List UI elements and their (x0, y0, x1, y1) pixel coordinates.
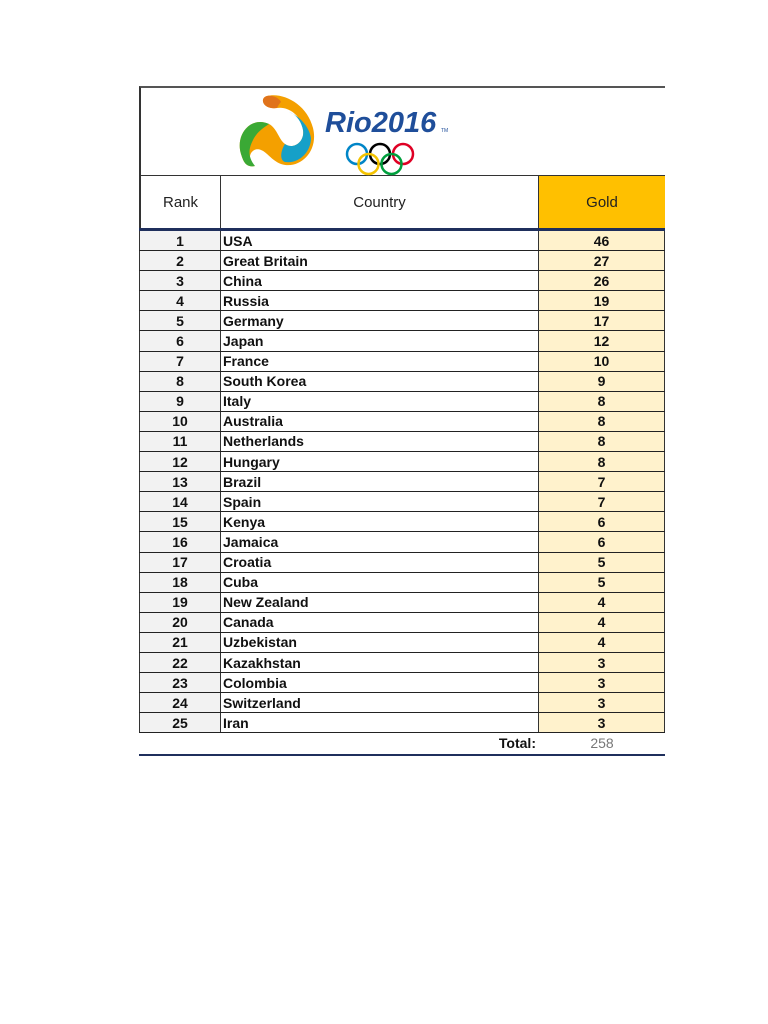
country-cell[interactable]: Cuba (221, 573, 539, 592)
gold-cell[interactable]: 7 (539, 492, 665, 511)
country-cell[interactable]: Great Britain (221, 251, 539, 270)
country-cell[interactable]: Kenya (221, 512, 539, 531)
table-row (139, 553, 665, 573)
table-row (139, 573, 665, 593)
gold-cell[interactable]: 27 (539, 251, 665, 270)
rank-cell[interactable]: 13 (139, 472, 221, 491)
gold-cell[interactable]: 46 (539, 231, 665, 250)
table-row (139, 251, 665, 271)
rank-cell[interactable]: 5 (139, 311, 221, 330)
table-row (139, 613, 665, 633)
gold-cell[interactable]: 8 (539, 412, 665, 431)
rank-cell[interactable]: 6 (139, 331, 221, 350)
table-row (139, 713, 665, 733)
gold-cell[interactable]: 6 (539, 532, 665, 551)
country-cell[interactable]: Japan (221, 331, 539, 350)
rank-cell[interactable]: 16 (139, 532, 221, 551)
gold-cell[interactable]: 19 (539, 291, 665, 310)
country-cell[interactable]: Spain (221, 492, 539, 511)
country-cell[interactable]: Kazakhstan (221, 653, 539, 672)
country-cell[interactable]: Brazil (221, 472, 539, 491)
country-cell[interactable]: Russia (221, 291, 539, 310)
rank-cell[interactable]: 21 (139, 633, 221, 652)
rank-cell[interactable]: 19 (139, 593, 221, 612)
trademark-label: TM (441, 128, 449, 134)
country-cell[interactable]: Switzerland (221, 693, 539, 712)
gold-cell[interactable]: 5 (539, 553, 665, 572)
gold-cell[interactable]: 12 (539, 331, 665, 350)
rank-cell[interactable]: 20 (139, 613, 221, 632)
gold-cell[interactable]: 7 (539, 472, 665, 491)
table-row (139, 392, 665, 412)
table-row (139, 532, 665, 552)
table-header (139, 175, 665, 231)
table-row (139, 693, 665, 713)
table-row (139, 472, 665, 492)
country-cell[interactable]: New Zealand (221, 593, 539, 612)
table-row (139, 271, 665, 291)
table-row (139, 653, 665, 673)
gold-cell[interactable]: 6 (539, 512, 665, 531)
rank-cell[interactable]: 2 (139, 251, 221, 270)
country-cell[interactable]: China (221, 271, 539, 290)
gold-cell[interactable]: 4 (539, 593, 665, 612)
table-body (139, 231, 665, 733)
olympic-rings-icon (347, 144, 413, 174)
country-cell[interactable]: Australia (221, 412, 539, 431)
country-cell[interactable]: Colombia (221, 673, 539, 692)
total-row (139, 733, 665, 756)
rank-cell[interactable]: 7 (139, 352, 221, 371)
rank-cell[interactable]: 3 (139, 271, 221, 290)
country-cell[interactable]: USA (221, 231, 539, 250)
gold-cell[interactable]: 26 (539, 271, 665, 290)
gold-cell[interactable]: 4 (539, 613, 665, 632)
rio2016-logo (233, 94, 453, 176)
country-cell[interactable]: Iran (221, 713, 539, 732)
table-row (139, 231, 665, 251)
rank-cell[interactable]: 4 (139, 291, 221, 310)
rio-emblem-icon (240, 95, 314, 166)
table-row (139, 492, 665, 512)
total-value[interactable]: 258 (590, 735, 614, 752)
table-row (139, 412, 665, 432)
gold-cell[interactable]: 3 (539, 713, 665, 732)
rank-cell[interactable]: 8 (139, 372, 221, 391)
table-row (139, 311, 665, 331)
rank-cell[interactable]: 18 (139, 573, 221, 592)
table-row (139, 593, 665, 613)
table-row (139, 633, 665, 653)
rio2016-wordmark: Rio2016 (325, 107, 437, 139)
country-cell[interactable]: South Korea (221, 372, 539, 391)
gold-cell[interactable]: 8 (539, 452, 665, 471)
table-row (139, 352, 665, 372)
table-row (139, 432, 665, 452)
header-gold[interactable]: Gold (539, 176, 665, 228)
rank-cell[interactable]: 22 (139, 653, 221, 672)
country-cell[interactable]: Uzbekistan (221, 633, 539, 652)
gold-cell[interactable]: 3 (539, 653, 665, 672)
rank-cell[interactable]: 15 (139, 512, 221, 531)
medal-table-sheet (139, 86, 665, 756)
header-country[interactable]: Country (221, 176, 539, 228)
gold-cell[interactable]: 5 (539, 573, 665, 592)
gold-cell[interactable]: 8 (539, 432, 665, 451)
country-cell[interactable]: Canada (221, 613, 539, 632)
gold-cell[interactable]: 10 (539, 352, 665, 371)
gold-cell[interactable]: 3 (539, 673, 665, 692)
table-row (139, 331, 665, 351)
gold-cell[interactable]: 4 (539, 633, 665, 652)
country-cell[interactable]: Croatia (221, 553, 539, 572)
rank-cell[interactable]: 10 (139, 412, 221, 431)
gold-cell[interactable]: 17 (539, 311, 665, 330)
country-cell[interactable]: Hungary (221, 452, 539, 471)
logo-cell (139, 86, 665, 175)
gold-cell[interactable]: 9 (539, 372, 665, 391)
table-row (139, 372, 665, 392)
country-cell[interactable]: Germany (221, 311, 539, 330)
rank-cell[interactable]: 25 (139, 713, 221, 732)
table-row (139, 452, 665, 472)
rank-cell[interactable]: 23 (139, 673, 221, 692)
country-cell[interactable]: Italy (221, 392, 539, 411)
gold-cell[interactable]: 8 (539, 392, 665, 411)
country-cell[interactable]: Jamaica (221, 532, 539, 551)
rank-cell[interactable]: 12 (139, 452, 221, 471)
rank-cell[interactable]: 9 (139, 392, 221, 411)
rank-cell[interactable]: 17 (139, 553, 221, 572)
gold-cell[interactable]: 3 (539, 693, 665, 712)
header-rank[interactable]: Rank (139, 176, 221, 228)
table-row (139, 291, 665, 311)
total-label: Total: (498, 735, 536, 752)
rank-cell[interactable]: 1 (139, 231, 221, 250)
country-cell[interactable]: Netherlands (221, 432, 539, 451)
table-row (139, 673, 665, 693)
country-cell[interactable]: France (221, 352, 539, 371)
rank-cell[interactable]: 24 (139, 693, 221, 712)
table-row (139, 512, 665, 532)
rank-cell[interactable]: 14 (139, 492, 221, 511)
rank-cell[interactable]: 11 (139, 432, 221, 451)
